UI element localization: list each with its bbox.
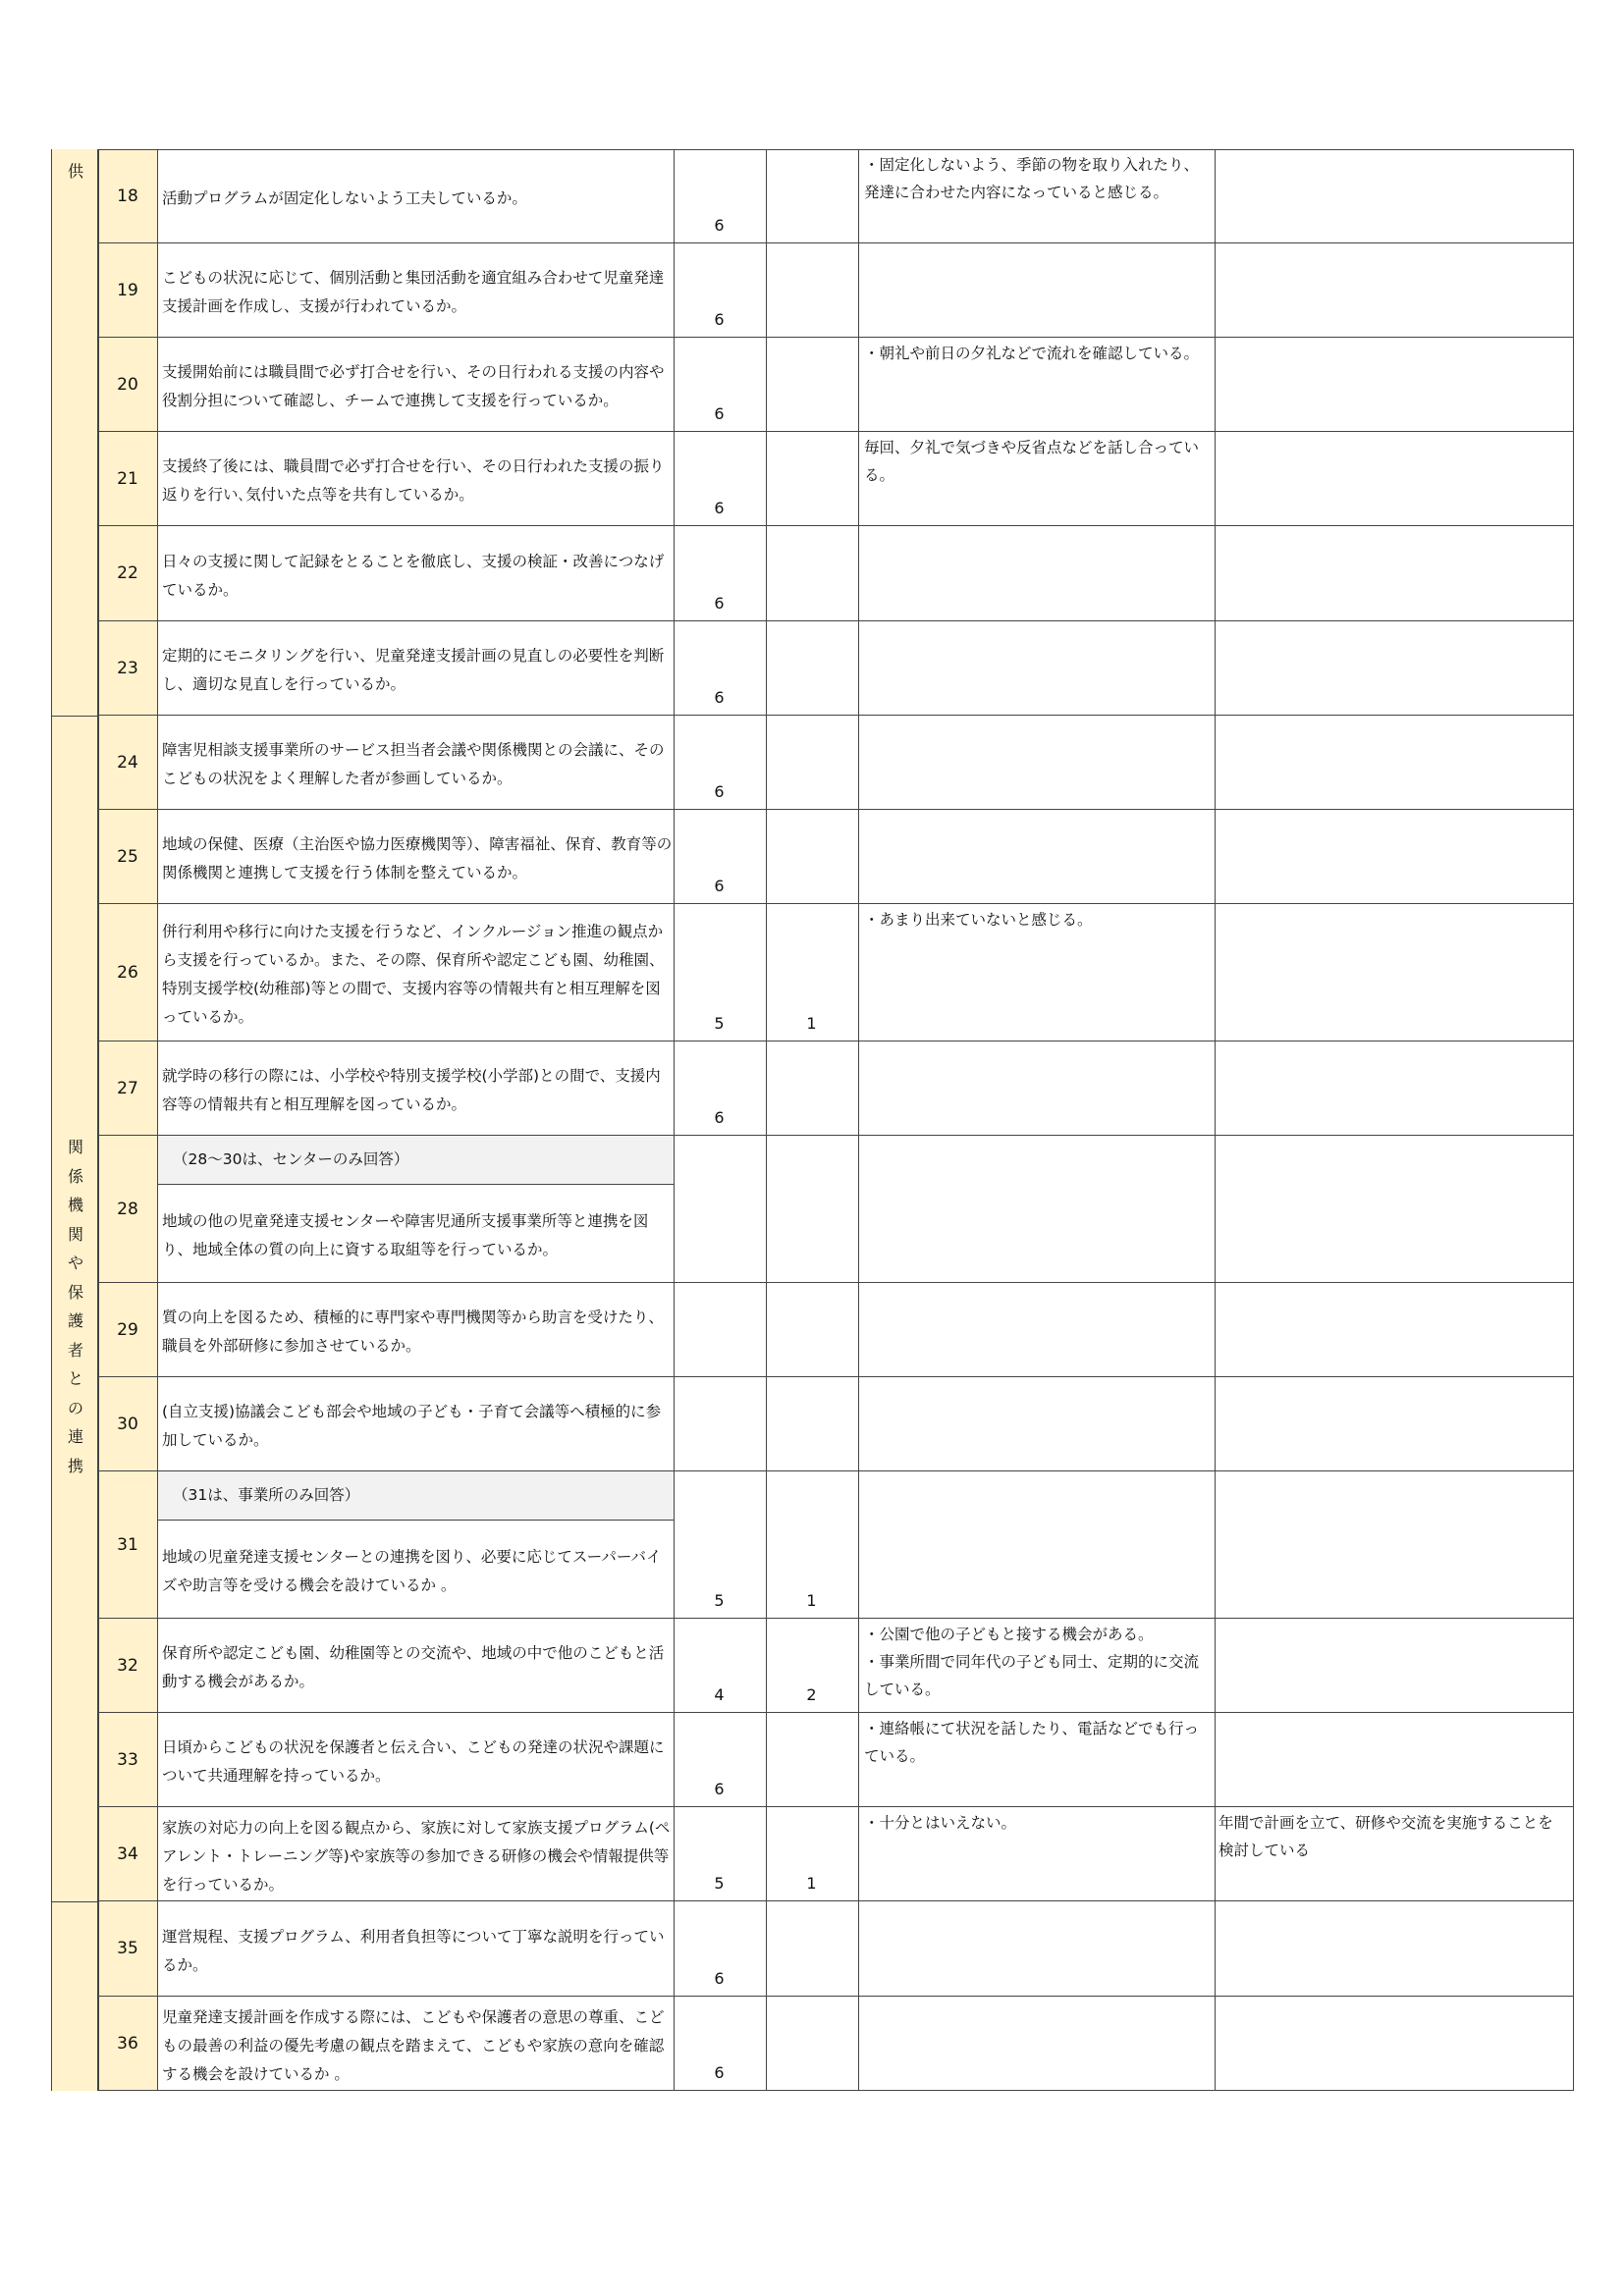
question-text: 日々の支援に関して記録をとることを徹底し、支援の検証・改善につなげているか。: [162, 552, 665, 599]
table-top-line: [98, 149, 1573, 150]
question-text: 地域の児童発達支援センターとの連携を図り、必要に応じてスーパーバイズや助言等を受ける機会を設けているか 。: [162, 1548, 662, 1594]
category-label-liaison: 関 係 機 関 や 保 護 者 と の 連 携: [67, 1138, 83, 1475]
count-yes: 5: [714, 1014, 725, 1033]
col-line: [98, 149, 99, 2091]
question-text: 活動プログラムが固定化しないよう工夫しているか。: [162, 188, 527, 207]
question-text: 保育所や認定こども園、幼稚園等との交流や、地域の中で他のこどもと活動する機会があるか。: [162, 1644, 665, 1690]
count-yes: 6: [714, 782, 725, 801]
question-text: 運営規程、支援プログラム、利用者負担等について丁寧な説明を行っているか。: [162, 1927, 665, 1974]
question-text: (自立支援)協議会こども部会や地域の子ども・子育て会議等へ積極的に参加しているか。: [162, 1403, 662, 1449]
row-number: 26: [98, 904, 157, 1041]
question-text: 定期的にモニタリングを行い、児童発達支援計画の見直しの必要性を判断し、適切な見直しを行っているか。: [162, 647, 665, 693]
col-line: [51, 149, 52, 2091]
question-text: 家族の対応力の向上を図る観点から、家族に対して家族支援プログラム(ペアレント・トレーニング等)や家族等の参加できる研修の機会や情報提供等を行っているか。: [162, 1818, 671, 1894]
count-yes: 6: [714, 1969, 725, 1988]
count-yes: 4: [714, 1685, 725, 1704]
comment-text: ・連絡帳にて状況を話したり、電話などでも行っている。: [864, 1720, 1200, 1765]
count-yes: 6: [714, 594, 725, 613]
count-yes: 6: [714, 216, 725, 235]
col-line: [1573, 149, 1574, 2091]
question-text: こどもの状況に応じて、個別活動と集団活動を適宜組み合わせて児童発達支援計画を作成し、支援が行われているか。: [162, 269, 665, 315]
count-yes: 6: [714, 2063, 725, 2082]
row-number: 33: [98, 1713, 157, 1807]
row-number: 34: [98, 1807, 157, 1901]
row-number: 21: [98, 432, 157, 526]
row-number: 19: [98, 243, 157, 338]
count-yes: 6: [714, 1780, 725, 1798]
count-yes: 6: [714, 877, 725, 895]
question-text: 就学時の移行の際には、小学校や特別支援学校(小学部)との間で、支援内容等の情報共有と相互理解を図っているか。: [162, 1067, 661, 1113]
col-line: [1215, 149, 1216, 2091]
comment-text: ・朝礼や前日の夕礼などで流れを確認している。: [864, 345, 1200, 362]
count-yes: 6: [714, 404, 725, 423]
row-number: 22: [98, 526, 157, 621]
count-no: 1: [806, 1874, 817, 1893]
question-text: 地域の他の児童発達支援センターや障害児通所支援事業所等と連携を図り、地域全体の質の向上に資する取組等を行っているか。: [162, 1212, 649, 1258]
count-no: 2: [806, 1685, 817, 1704]
count-no: 1: [806, 1591, 817, 1610]
comment-text: ・公園で他の子どもと接する機会がある。 ・事業所間で同年代の子ども同士、定期的に交流している。: [864, 1626, 1200, 1698]
col-line: [858, 149, 859, 2091]
row-number: 23: [98, 621, 157, 716]
answer-scope-note: （31は、事業所のみ回答）: [157, 1471, 674, 1521]
row-number: 28: [98, 1136, 157, 1283]
row-number: 32: [98, 1619, 157, 1713]
question-text: 支援開始前には職員間で必ず打合せを行い、その日行われる支援の内容や役割分担について確認し、チームで連携して支援を行っているか。: [162, 363, 665, 409]
category-label-support: 供: [67, 162, 83, 181]
count-yes: 5: [714, 1874, 725, 1893]
comment-text: ・あまり出来ていないと感じる。: [864, 911, 1093, 929]
row-number: 30: [98, 1377, 157, 1471]
question-text: 児童発達支援計画を作成する際には、こどもや保護者の意思の尊重、こどもの最善の利益の優先考慮の観点を踏まえて、こどもや家族の意向を確認する機会を設けているか 。: [162, 2007, 665, 2083]
count-yes: 6: [714, 1108, 725, 1127]
count-yes: 6: [714, 310, 725, 329]
question-text: 支援終了後には、職員間で必ず打合せを行い、その日行われた支援の振り返りを行い､気付いた点等を共有しているか。: [162, 457, 665, 504]
category-block-explanation: [51, 1901, 98, 2091]
category-block-support: [51, 149, 98, 716]
row-number: 36: [98, 1997, 157, 2091]
category-divider: [51, 1901, 98, 1902]
row-number: 29: [98, 1283, 157, 1377]
count-yes: 6: [714, 688, 725, 707]
row-number: 24: [98, 716, 157, 810]
question-text: 日頃からこどもの状況を保護者と伝え合い、こどもの発達の状況や課題について共通理解を持っているか。: [162, 1738, 665, 1785]
comment-text: 毎回、夕礼で気づきや反省点などを話し合っている。: [864, 439, 1200, 484]
count-yes: 6: [714, 499, 725, 517]
question-text: 地域の保健、医療（主治医や協力医療機関等）、障害福祉、保育、教育等の関係機関と連携して支援を行う体制を整えているか。: [162, 835, 673, 881]
comment-text: ・固定化しないよう、季節の物を取り入れたり、発達に合わせた内容になっていると感じる。: [864, 156, 1200, 201]
row-number: 31: [98, 1471, 157, 1619]
row-number: 25: [98, 810, 157, 904]
comment-text: ・十分とはいえない。: [864, 1814, 1017, 1832]
col-line: [157, 149, 158, 2091]
row-number: 35: [98, 1901, 157, 1997]
question-text: 障害児相談支援事業所のサービス担当者会議や関係機関との会議に、そのこどもの状況をよく理解した者が参画しているか。: [162, 741, 665, 787]
row-number: 20: [98, 338, 157, 432]
answer-scope-note: （28～30は、センターのみ回答）: [157, 1136, 674, 1185]
row-number: 27: [98, 1041, 157, 1136]
question-text: 併行利用や移行に向けた支援を行うなど、インクルージョン推進の観点から支援を行っているか。また、その際、保育所や認定こども園、幼稚園、特別支援学校(幼稚部)等との間で、支援内容等の情報共有と相互理解を図っているか。: [162, 923, 665, 1026]
category-divider: [51, 716, 98, 717]
question-text: 質の向上を図るため、積極的に専門家や専門機関等から助言を受けたり、職員を外部研修に参加させているか。: [162, 1308, 664, 1355]
count-yes: 5: [714, 1591, 725, 1610]
remark-text: 年間で計画を立て、研修や交流を実施することを検討している: [1218, 1814, 1553, 1859]
col-line: [766, 149, 767, 2091]
count-no: 1: [806, 1014, 817, 1033]
col-line: [674, 149, 675, 2091]
row-number: 18: [98, 149, 157, 243]
